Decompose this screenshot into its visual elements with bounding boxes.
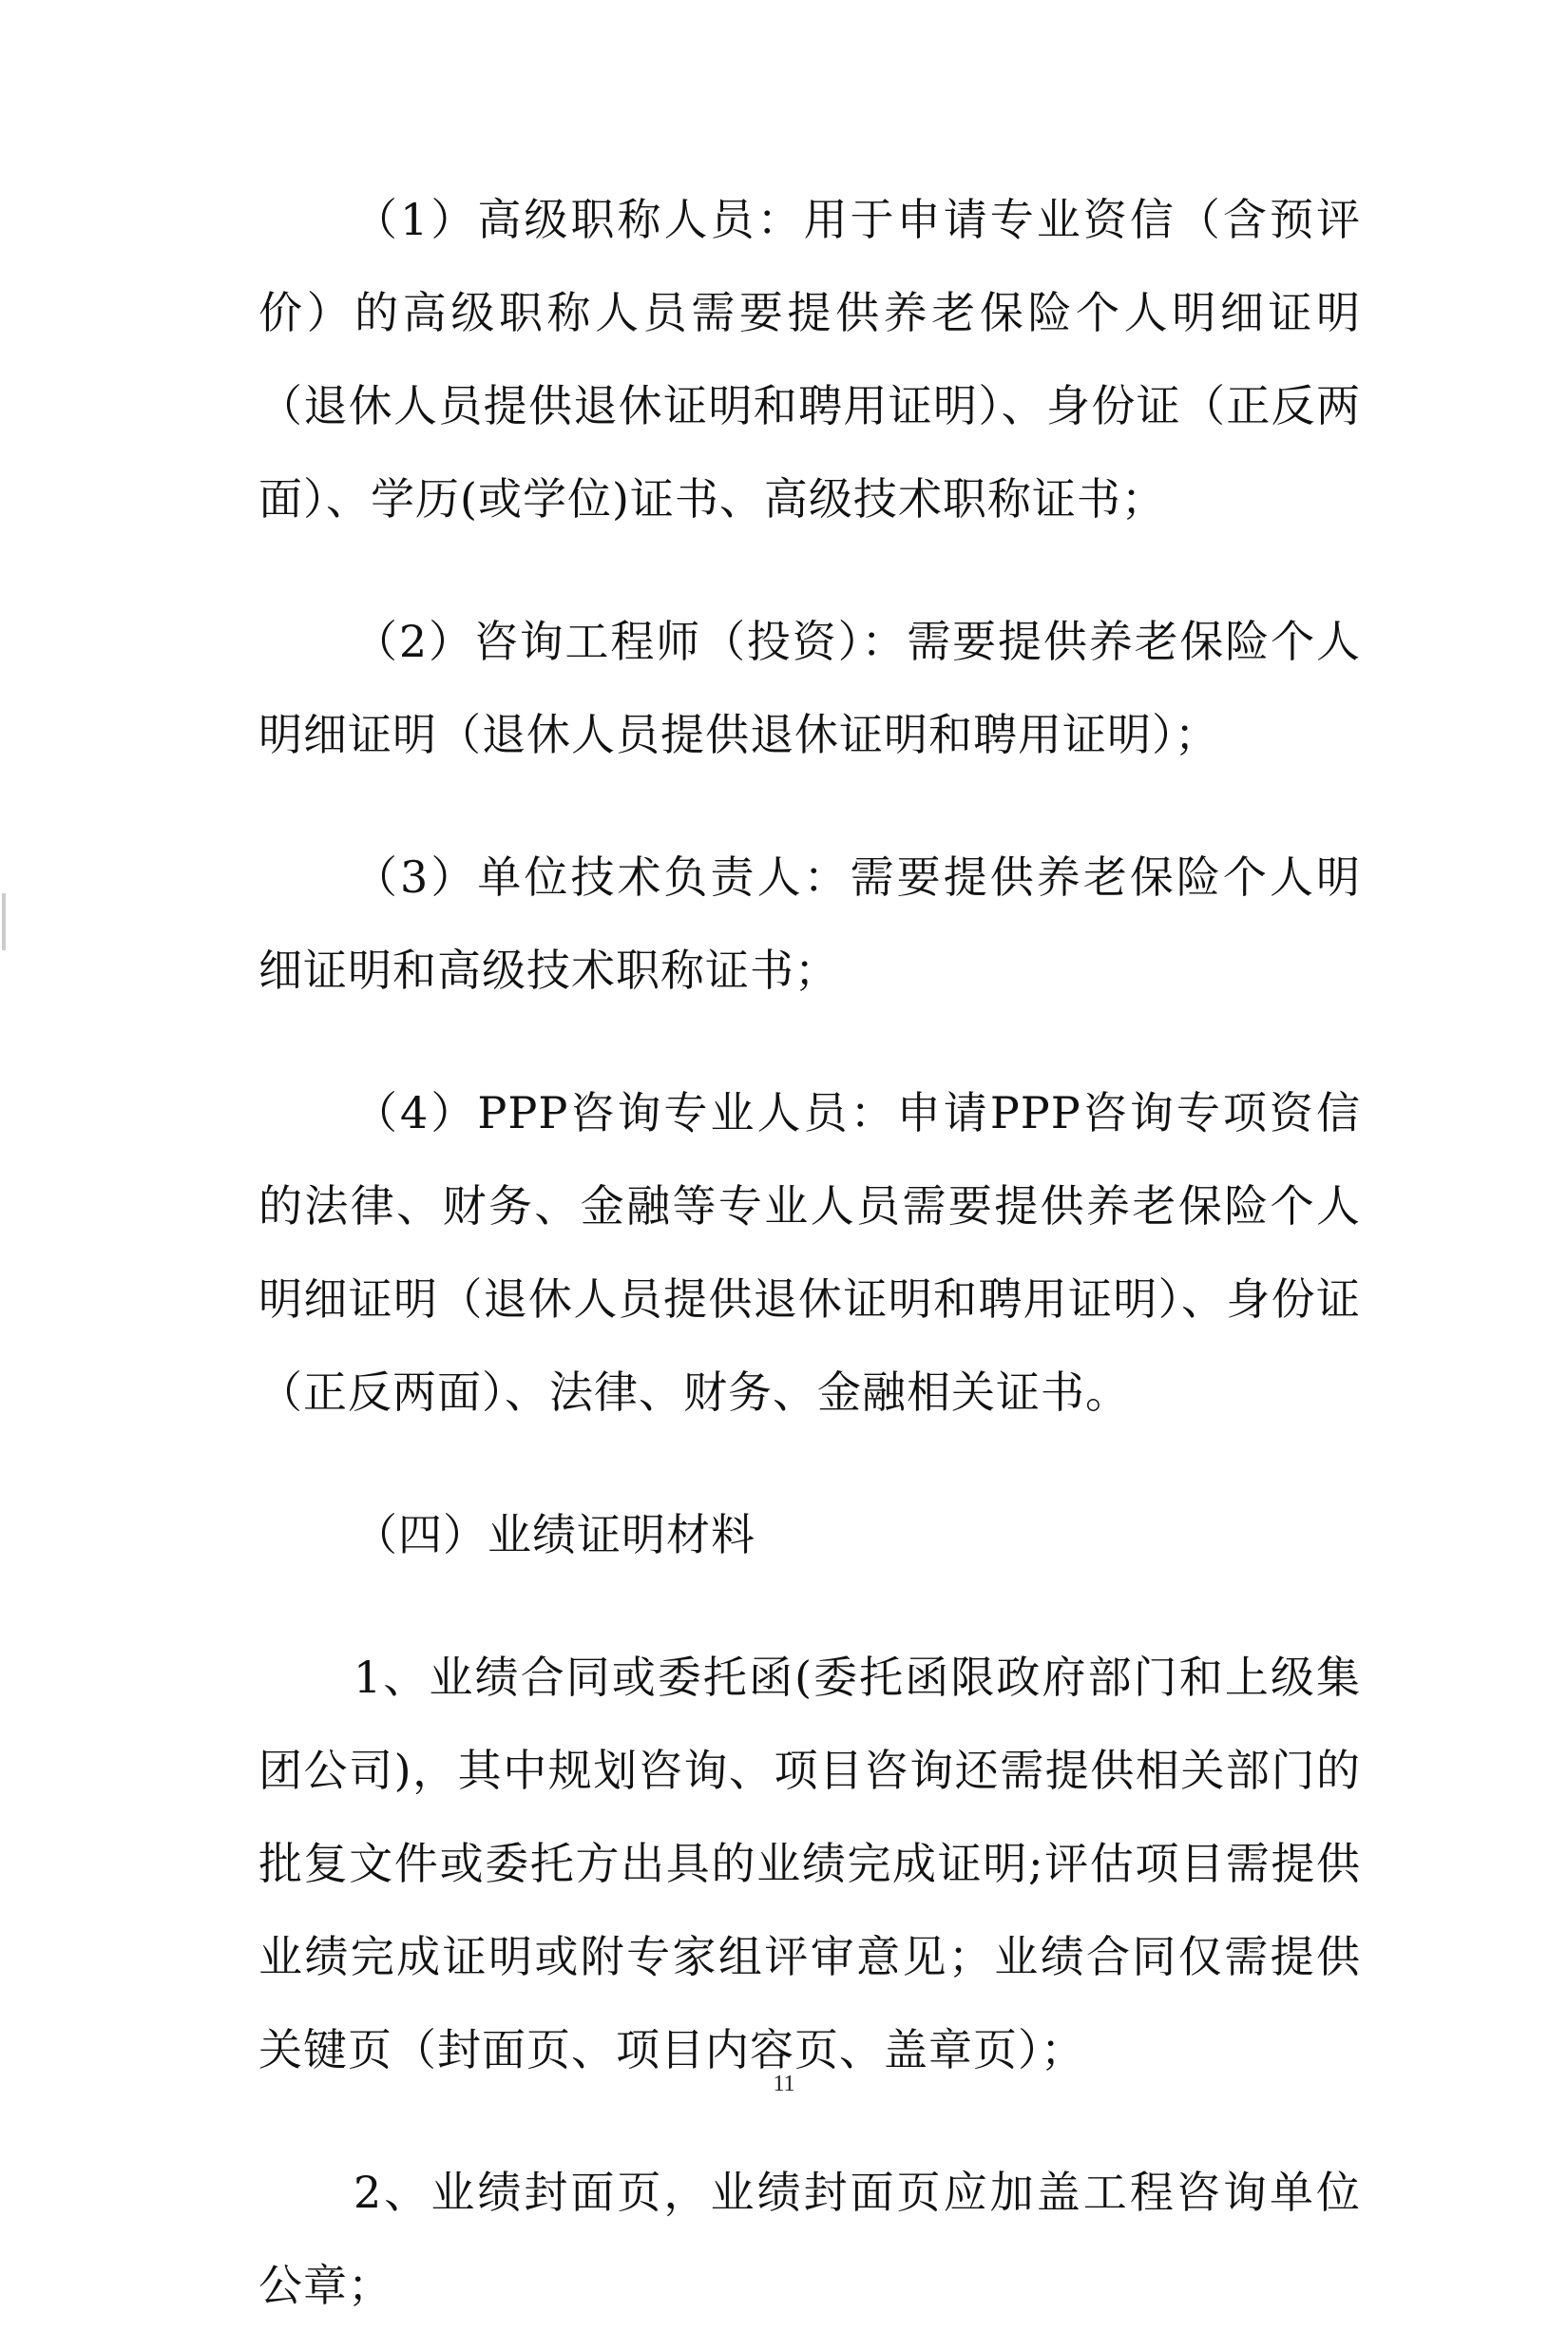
paragraph-performance-contracts: 1、业绩合同或委托函(委托函限政府部门和上级集团公司)，其中规划咨询、项目咨询还需提供相关部门的批复文件或委托方出具的业绩完成证明;评估项目需提供业绩完成证明或附专家组评审意见；业绩合同仅需提供关键页（封面页、项目内容页、盖章页）； [258, 1652, 1361, 2075]
scan-margin-mark [2, 893, 6, 950]
paragraph-ppp-professionals: （4）PPP咨询专业人员：申请PPP咨询专项资信的法律、财务、金融等专业人员需要提供养老保险个人明细证明（退休人员提供退休证明和聘用证明）、身份证（正反两面）、法律、财务、金融相关证书。 [258, 1087, 1361, 1418]
document-body [258, 173, 1361, 2332]
paragraph-senior-title-personnel: （1）高级职称人员：用于申请专业资信（含预评价）的高级职称人员需要提供养老保险个人明细证明（退休人员提供退休证明和聘用证明）、身份证（正反两面）、学历(或学位)证书、高级技术职称证书； [258, 194, 1361, 525]
paragraph-performance-cover-page: 2、业绩封面页，业绩封面页应加盖工程咨询单位公章； [258, 2167, 1361, 2311]
section-heading-performance-materials: （四）业绩证明材料 [354, 1509, 755, 1560]
paragraph-consulting-engineer: （2）咨询工程师（投资）：需要提供养老保险个人明细证明（退休人员提供退休证明和聘用证明）； [258, 616, 1361, 760]
page-number: 11 [773, 2072, 795, 2096]
paragraph-technical-director: （3）单位技术负责人：需要提供养老保险个人明细证明和高级技术职称证书； [258, 851, 1361, 996]
